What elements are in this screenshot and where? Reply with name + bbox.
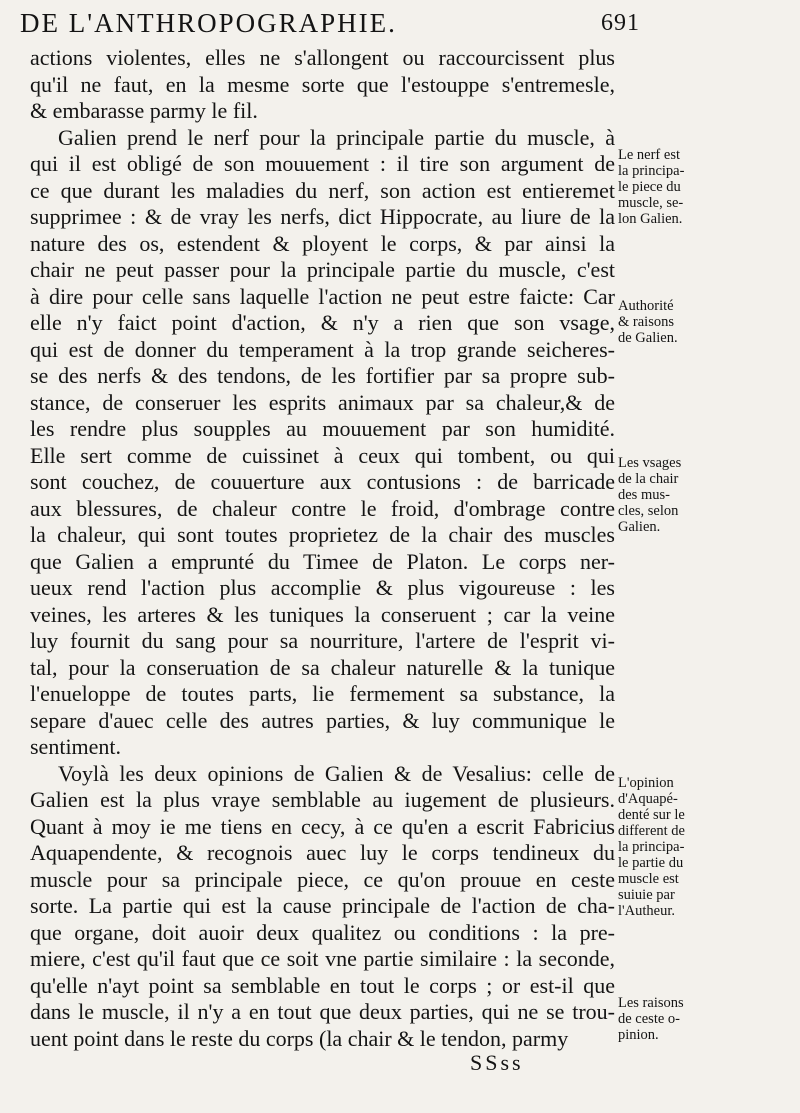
margin-note-line: L'opinion: [618, 775, 674, 791]
text-line: & embarasse parmy le fil.: [30, 98, 258, 123]
margin-note: [618, 995, 708, 1043]
margin-note: [618, 147, 708, 227]
margin-note-line: & raisons: [618, 314, 674, 330]
text-line: Galien prend le nerf pour la principale partie du muscle, à: [58, 124, 615, 150]
signature-mark: SSss: [470, 1050, 524, 1075]
running-title: DE L'ANTHROPOGRAPHIE.: [20, 8, 397, 38]
main-text-block: [30, 45, 615, 1052]
margin-note-line: Authorité: [618, 298, 674, 314]
text-line: sont couchez, de couuerture aux contusions : de barricade: [30, 469, 615, 494]
text-line: l'enueloppe de toutes parts, lie fermement sa substance, la: [30, 681, 615, 706]
text-line: sorte. La partie qui est la cause principale de l'action de cha-: [30, 893, 615, 918]
text-line: Quant à moy ie me tiens en cecy, à ce qu'en a escrit Fabricius: [30, 813, 615, 839]
text-line: elle n'y faict point d'action, & n'y a rien que son vsage,: [30, 310, 615, 335]
margin-note-line: de la chair: [618, 471, 679, 487]
margin-note-line: Les vsages: [618, 455, 682, 471]
margin-note-line: de Galien.: [618, 330, 678, 346]
text-line: ueux rend l'action plus accomplie & plus vigoureuse : les: [30, 575, 615, 600]
text-line: stance, de conseruer les esprits animaux par sa chaleur,& de: [30, 389, 615, 415]
text-line: que Galien a emprunté du Timee de Platon. Le corps ner-: [30, 548, 615, 574]
margin-note-line: l'Autheur.: [618, 903, 675, 919]
text-line: miere, c'est qu'il faut que ce soit vne partie similaire : la seconde,: [30, 946, 615, 971]
text-line: la chaleur, qui sont toutes proprietez de la chair des muscles: [30, 522, 615, 547]
text-line: qui est de donner du temperament à la trop grande seicheres-: [30, 336, 615, 362]
page-number: 691: [601, 10, 640, 36]
text-line: qu'il ne faut, en la mesme sorte que l'estouppe s'entremesle,: [30, 71, 615, 97]
margin-note-line: suiuie par: [618, 887, 675, 903]
text-line: luy fournit du sang pour sa nourriture, l'artere de l'esprit vi-: [30, 628, 615, 653]
margin-note-line: Les raisons: [618, 995, 684, 1011]
margin-note-line: different de: [618, 823, 685, 839]
margin-note-line: muscle, se-: [618, 195, 684, 211]
margin-note-line: le piece du: [618, 179, 681, 195]
margin-note-line: des mus-: [618, 487, 670, 503]
text-line: chair ne peut passer pour la principale partie du muscle, c'est: [30, 257, 615, 282]
text-line: aux blessures, de chaleur contre le froid, d'ombrage contre: [30, 495, 615, 521]
text-line: se des nerfs & des tendons, de les fortifier par sa propre sub-: [30, 363, 615, 388]
margin-note-line: d'Aquapé-: [618, 791, 678, 807]
text-line: Aquapendente, & recognois auec luy le corps tendineux du: [30, 840, 615, 865]
text-line: supprimee : & de vray les nerfs, dict Hippocrate, au liure de la: [30, 204, 615, 229]
text-line: actions violentes, elles ne s'allongent ou raccourcissent plus: [30, 45, 615, 70]
text-line: veines, les arteres & les tuniques la conseruent ; car la veine: [30, 601, 615, 627]
text-line: nature des os, estendent & ployent le corps, & par ainsi la: [30, 230, 615, 256]
text-line: muscle pour sa principale piece, ce qu'on prouue en ceste: [30, 866, 615, 892]
text-line: sentiment.: [30, 734, 122, 759]
margin-note: [618, 775, 708, 919]
text-line: uent point dans le reste du corps (la chair & le tendon, parmy: [30, 1025, 569, 1051]
margin-note-line: pinion.: [618, 1027, 659, 1043]
margin-note-line: le partie du: [618, 855, 684, 871]
text-line: separe d'auec celle des autres parties, & luy communique le: [30, 707, 615, 733]
text-line: les rendre plus soupples au mouuement par son humidité.: [30, 416, 615, 441]
text-line: qu'elle n'ayt point sa semblable en tout le corps ; or est-il que: [30, 972, 615, 998]
text-line: qui il est obligé de son mouuement : il tire son argument de: [30, 151, 615, 176]
margin-note-line: de ceste o-: [618, 1011, 680, 1027]
margin-note-line: denté sur le: [618, 807, 685, 823]
text-line: à dire pour celle sans laquelle l'action ne peut estre faicte: Car: [30, 283, 615, 309]
margin-note-line: lon Galien.: [618, 211, 683, 227]
text-line: tal, pour la conseruation de sa chaleur naturelle & la tunique: [30, 654, 615, 680]
text-line: Galien est la plus vraye semblable au iugement de plusieurs.: [30, 787, 615, 812]
margin-note-line: muscle est: [618, 871, 679, 887]
text-line: ce que durant les maladies du nerf, son action est entieremet: [30, 177, 615, 203]
margin-note-line: Galien.: [618, 519, 661, 535]
margin-note: [618, 298, 708, 346]
margin-note-line: la principa-: [618, 839, 685, 855]
text-line: que organe, doit auoir deux qualitez ou conditions : la pre-: [30, 919, 615, 945]
running-header: [20, 6, 640, 46]
margin-note-line: la principa-: [618, 163, 685, 179]
margin-note: [618, 455, 708, 535]
text-line: Voylà les deux opinions de Galien & de Vesalius: celle de: [58, 760, 615, 786]
margin-note-line: Le nerf est: [618, 147, 680, 163]
text-line: dans le muscle, il n'y a en tout que deux parties, qui ne se trou-: [30, 999, 615, 1024]
text-line: Elle sert comme de cuissinet à ceux qui tombent, ou qui: [30, 442, 615, 468]
margin-note-line: cles, selon: [618, 503, 679, 519]
